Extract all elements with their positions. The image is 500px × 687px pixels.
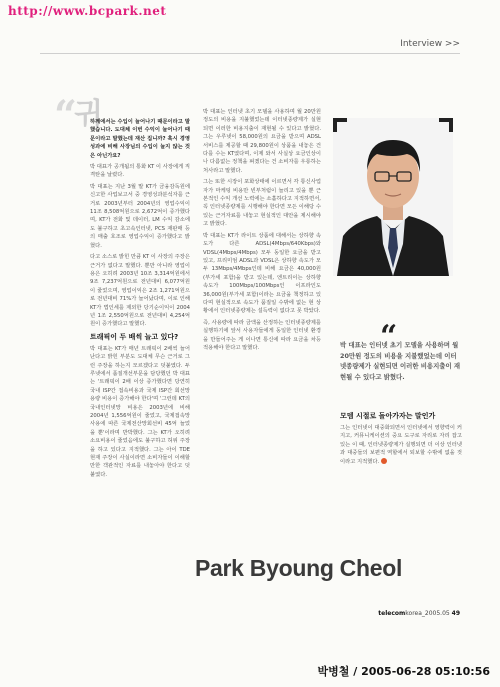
body-paragraph: 다고 소스로 밝힌 만큼 KT 이 사장의 주장은 근거가 없다고 말했다. 뿐만 아니라 영업이용은 오히려 2003년 10조 3,314억원에서 9조 7,237억원으로 전년대비 6,077억원이 줄었으며, 영업이익은 2조 1,271억원으로 전년대비 71%가 늘어났다며, 이로 인해 KT가 법인세를 제외한 당기순이익이 2004년 1조 2,550억원으로 전년대비 4,254억원이 증가했다고 말했다. bbox=[90, 254, 190, 328]
end-mark-icon bbox=[381, 458, 387, 464]
timestamp-stamp: 박병철 / 2005-06-28 05:10:56 bbox=[317, 665, 490, 678]
interviewee-photo bbox=[333, 118, 453, 276]
body-paragraph: 박 대표는 KT가 매년 트래픽이 2배씩 늘어난다고 밝힌 부분도 도대체 무슨 근거로 그런 주장을 하는지 모르겠다고 덧붙였다. 두루넷에서 품질개선부문을 담당했던 박 대표는 '트래픽이 2배 이상 증가했다면 당연히 국내 ISP간 접속비용과 국제 ISP간 회선망 용량 비용이 증가해야 한다'며 '그런데 KT의 국내인터넷망 비용은 2003년에 비해 2004년 1,556억원이 줄었고, 국제접속망 사용에 따른 국제전산망회선비 45억 늘었을 뿐'이라며 반박했다. 그는 KT가 오히려 소요비용이 줄었음에도 불구하고 허위 주장을 하고 있다고 지적했다. 그는 아이 TDE 현재 주장이 사실이라면 소비자들이 이해할만한 객관적인 자료를 내놓아야 한다고 덧붙였다. bbox=[90, 345, 190, 478]
lead-paragraph: 하께에서는 수입이 늘어나기 때문이라고 말했습니다. 도대체 이번 수익이 늘어나기 때문이라고 말했는데 재산 집니까? 혹시 경영성과에 비해 사장님의 수입이 늘지 않는 것은 아닌가요? bbox=[90, 119, 190, 159]
pull-quote-mark: “ bbox=[380, 319, 398, 354]
top-rule bbox=[40, 53, 460, 54]
body-paragraph: 박 대표가 공개됨의 통화 KT 이 사장에게 직격탄을 날렸다. bbox=[90, 164, 190, 179]
open-quote-glyph: “ bbox=[54, 92, 78, 139]
body-paragraph: 그는 인터넷이 대중화되면서 인터넷에서 영향력이 커지고, 커뮤니케이션의 중요 도구로 자리로 자리 잡고 있는 이 때, 인터넷종량제가 실행되면 더 이상 인터넷과 대중들의 보편적 역할에서 퇴보할 수밖에 없을 것이라고 지적했다. bbox=[340, 425, 462, 465]
subhead-modem: 모뎀 시절로 돌아가자는 말인가 bbox=[340, 412, 436, 420]
pull-quote: 박 대표는 인터넷 초기 모델을 사용하며 월 20만원 정도의 비용을 지불했었는데 이터넷종량제가 실현되면 이러한 비용지출이 재현될 수 있다고 밝혔다. bbox=[340, 341, 461, 381]
interviewee-name: Park Byoung Cheol bbox=[195, 555, 403, 581]
page-footer bbox=[378, 610, 460, 617]
page-number: 49 bbox=[451, 610, 460, 617]
watermark-url: http://www.bcpark.net bbox=[8, 4, 167, 18]
body-paragraph: 그는 또한 시장이 포화상태에 이르면서 각 통신사업자가 마케팅 비용만 빈부처럼이 늘리고 있을 뿐 근본적인 수익 개선 노력에는 소홀하다고 지적하면서, 꼭 인터넷종량제를 시행해야 한다면 모든 이해당 수 있는 근거자료를 내놓고 현실적인 대안을 제시해야 고 밝혔다. bbox=[203, 179, 321, 228]
section-label: Interview >> bbox=[400, 39, 460, 49]
middle-column bbox=[203, 108, 321, 548]
subhead-traffic: 트래픽이 두 배씩 늘고 있다? bbox=[90, 332, 179, 341]
left-column bbox=[90, 118, 190, 538]
body-paragraph: 박 대표는 KT가 라이트 상품에 대해서는 상하향 속도가 다른 ADSL(4Mbps/640Kbps)와 VDSL(4Mbps/4Mbps) 모두 동일한 요금을 받고 있고, 프리미엄 ADSL과 VDSL은 상하향 속도가 모두 13Mbps/4Mbps인데 비해 요금은 40,000원(부가세 포함)을 받고 있는데, 엔트리이는 상하향 속도가 100Mbps/100Mbps인 이프라인도 36,000원(부가세 포함)이라는 요금을 책정하고 있다며 현실적으로 속도가 품질일 수밖에 없는 현 상황에서 인터넷종량제는 설득력이 없다고 못 박았다. bbox=[203, 232, 321, 315]
body-paragraph: 박 대표는 지난 3월 말 KT가 금융감독원에 신고한 사업보고서 중 경영성과분석자를 근거로 2003년부터 2004년의 영업수익이 11조 8,508억원으로 2,672억이 증가했다며, KT가 전화 및 데이터, LM 수익 감소에도 불구하고 초고속인터넷, PCS 재판매 등의 매출 호조로 영업수익이 증가했다고 밝혔다. bbox=[90, 183, 190, 249]
body-paragraph: 박 대표는 인터넷 초기 모델을 사용하며 월 20만원 정도의 비용을 지불했었는데 이터넷종량제가 실현되면 이러한 비용지출이 재현될 수 있다고 밝혔다. 그는 우루넷이 58,000원의 요금을 받으며 ADSL 서비스를 제공할 때 29,800원이 상품을 내놓은 건 다를 수는 KT였다며, 이제 와서 사실상 요금인상이나 다름없는 정책을 펴겠다는 건 소비자를 우롱하는 처사라고 말했다. bbox=[203, 109, 321, 174]
footer-issue: korea_2005.05 bbox=[405, 610, 450, 617]
headline-fragment: 귀 bbox=[74, 97, 103, 132]
body-paragraph: 즉, 사용량에 따라 금액을 산정하는 인터넷종량제를 실행하기에 앞서 사용자들에게 동일한 인터넷 환경을 만들어주는 게 이나면 통신에 따라 요금을 차등 적용해야 한다고 말했다. bbox=[203, 319, 321, 351]
footer-brand: telecom bbox=[378, 610, 406, 617]
right-column bbox=[340, 408, 462, 466]
